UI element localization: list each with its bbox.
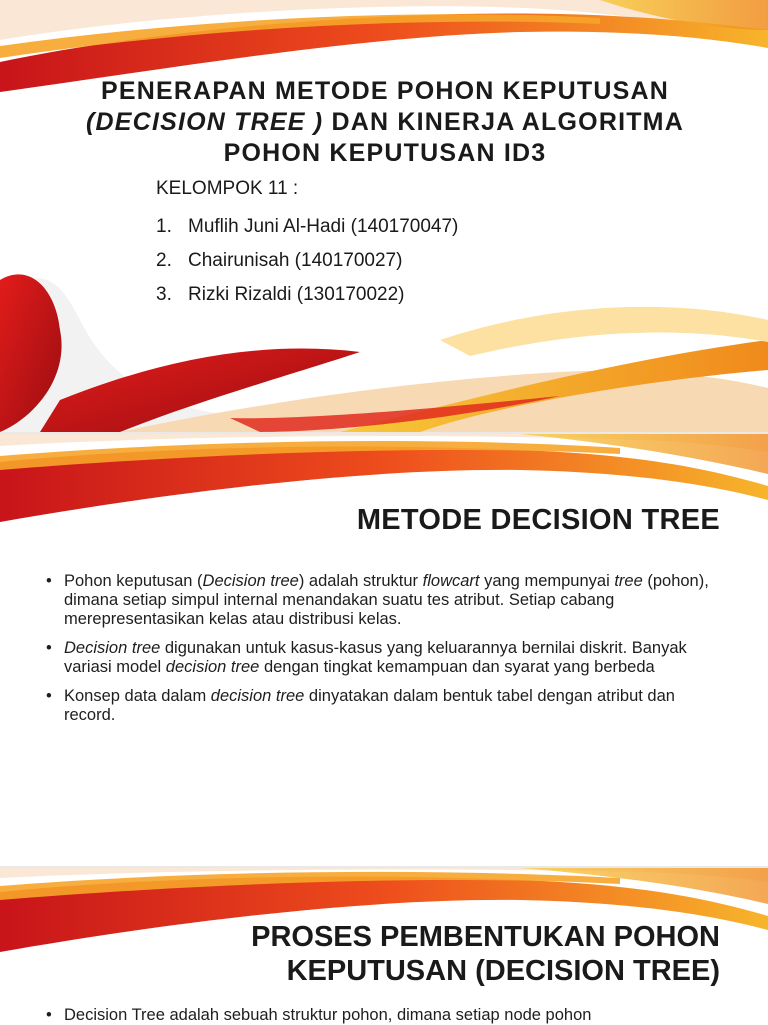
member-number: 2. xyxy=(156,250,172,271)
bullet-italic: decision tree xyxy=(210,687,305,705)
slide-2-bullets xyxy=(46,572,726,735)
bullet-text: ) adalah struktur xyxy=(298,572,423,590)
bullet-italic: flowcart xyxy=(422,572,480,590)
bullet-text: dengan tingkat kemampuan dan syarat yang berbeda xyxy=(259,658,655,676)
bullet-item xyxy=(46,639,726,677)
bullet-item: • Decision Tree adalah sebuah struktur pohon, dimana setiap node pohon xyxy=(46,1006,726,1025)
member-list xyxy=(156,178,458,312)
member-item xyxy=(156,278,458,312)
slide-1 xyxy=(0,0,768,432)
member-item xyxy=(156,244,458,278)
bullet-text: yang mempunyai xyxy=(479,572,615,590)
title-line-2 xyxy=(60,107,710,138)
member-number: 3. xyxy=(156,284,172,305)
bullet-item xyxy=(46,687,726,725)
bullet-italic: tree xyxy=(614,572,643,590)
title-italic-part: (DECISION TREE ) xyxy=(86,108,324,136)
bullet-text: Pohon keputusan ( xyxy=(64,572,203,590)
slide-1-title xyxy=(60,76,710,169)
title-line-2: KEPUTUSAN (DECISION TREE) xyxy=(286,955,720,987)
bullet-text: Konsep data dalam xyxy=(64,687,211,705)
member-name: Muflih Juni Al-Hadi (140170047) xyxy=(188,216,459,237)
member-name: Rizki Rizaldi (130170022) xyxy=(188,284,405,305)
slide-3-title xyxy=(200,920,720,988)
title-line-3: POHON KEPUTUSAN ID3 xyxy=(223,139,547,167)
member-name: Chairunisah (140170027) xyxy=(188,250,403,271)
bullet-text: (pohon), dimana setiap simpul internal menandakan suatu tes atribut. Setiap cabang merepresentasikan kelas atau distribusi kelas. xyxy=(64,572,709,628)
member-item xyxy=(156,210,458,244)
bullet-italic: decision tree xyxy=(165,658,260,676)
bullet-text: digunakan untuk kasus-kasus yang keluarannya bernilai diskrit. Banyak variasi model xyxy=(64,639,687,676)
bullet-italic: Decision tree xyxy=(64,639,161,657)
group-label: KELOMPOK 11 : xyxy=(156,178,299,199)
member-number: 1. xyxy=(156,216,172,237)
bullet-item xyxy=(46,572,726,629)
title-line-1: PROSES PEMBENTUKAN POHON xyxy=(251,921,720,953)
title-line-1: PENERAPAN METODE POHON KEPUTUSAN xyxy=(100,77,670,105)
slide-2-title: METODE DECISION TREE xyxy=(356,504,720,536)
title-rest-part: DAN KINERJA ALGORITMA xyxy=(323,108,684,136)
bullet-text: dinyatakan dalam bentuk tabel dengan atribut dan record. xyxy=(64,687,675,724)
bullet-italic: Decision tree xyxy=(202,572,299,590)
slide-3-bullets xyxy=(46,1006,726,1025)
